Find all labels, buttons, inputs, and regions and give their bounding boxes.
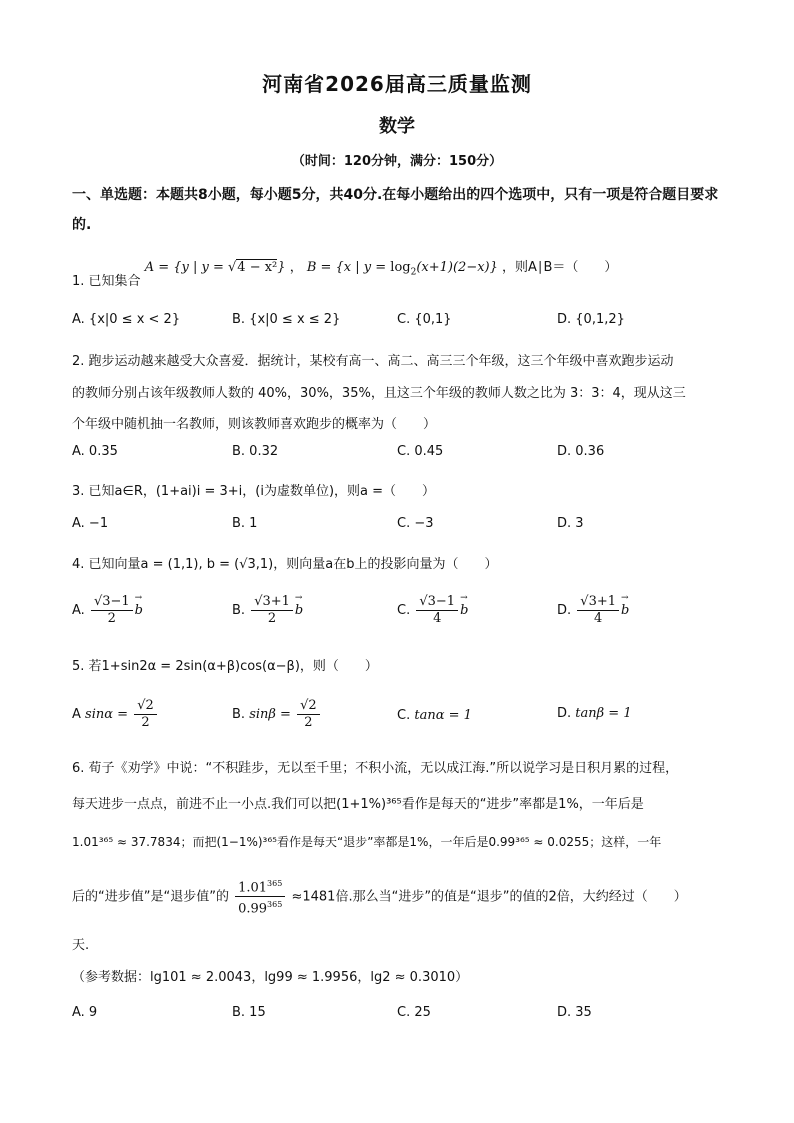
question-5-option-b[interactable]: B. sinβ = $\frac{√2}{2}$ xyxy=(232,698,322,731)
question-5-option-c-label: C. xyxy=(397,708,411,723)
question-1-suffix: ，则A∣B＝（ ） xyxy=(502,260,618,275)
question-1-stem: 1. 已知集合 A = {y | y = √4 − x²} ， B = {x | $y = \log_2(x+1)(2-x)$} ，则A∣B＝（ ） xyxy=(72,260,618,289)
question-1-option-a[interactable]: A. {x|0 ≤ x < 2} xyxy=(72,312,181,327)
question-6-option-c[interactable]: C. 25 xyxy=(397,1005,431,1020)
question-5-option-a[interactable]: A sinα = $\frac{√2}{2}$ xyxy=(72,698,159,731)
question-5-option-b-label: B. xyxy=(232,707,246,722)
question-6-line-3: 1.01³⁶⁵ ≈ 37.7834；而把(1−1%)³⁶⁵看作是每天“退步”率都是1%，一年后是0.99³⁶⁵ ≈ 0.0255；这样，一年 xyxy=(72,835,662,849)
question-2-option-a[interactable]: A. 0.35 xyxy=(72,444,118,459)
question-6-ratio-fraction: $\frac{1.01^{365}}{0.99^{365}}$ xyxy=(235,876,285,918)
question-2-option-d[interactable]: D. 0.36 xyxy=(557,444,605,459)
question-6-line-2: 每天进步一点点，前进不止一小点.我们可以把(1+1%)³⁶⁵看作是每天的“进步”率都是1%，一年后是 xyxy=(72,797,644,812)
question-3-option-b[interactable]: B. 1 xyxy=(232,516,258,531)
question-4-option-d[interactable]: D. $\frac{√3+1}{4}$ → b xyxy=(557,594,629,627)
question-6-option-a[interactable]: A. 9 xyxy=(72,1005,98,1020)
question-3-stem: 3. 已知a∈R，(1+ai)i = 3+i，(i为虚数单位)，则a =（ ） xyxy=(72,484,436,499)
question-6-line-4-suffix: ≈1481倍.那么当“进步”的值是“退步”的值的2倍，大约经过（ ） xyxy=(291,889,687,905)
question-1-set-b: B = {x | $y = \log_2(x+1)(2-x)$} xyxy=(306,260,498,278)
question-1-option-c[interactable]: C. {0,1} xyxy=(397,312,452,327)
question-6-option-d[interactable]: D. 35 xyxy=(557,1005,592,1020)
question-2-line-1: 2. 跑步运动越来越受大众喜爱．据统计，某校有高一、高二、高三三个年级，这三个年级中喜欢跑步运动 xyxy=(72,354,674,369)
question-5-option-d-label: D. xyxy=(557,706,572,721)
question-6-reference-data: （参考数据：lg101 ≈ 2.0043，lg99 ≈ 1.9956，lg2 ≈ 0.3010） xyxy=(72,970,469,985)
section-heading: 一、单选题：本题共8小题，每小题5分，共40分.在每小题给出的四个选项中，只有一项是符合题目要求的. xyxy=(72,187,719,233)
question-5-option-d[interactable]: D. tanβ = 1 xyxy=(557,706,632,721)
question-6-line-4 xyxy=(72,876,732,918)
exam-title: 河南省2026届高三质量监测 xyxy=(262,72,532,96)
question-1-option-d[interactable]: D. {0,1,2} xyxy=(557,312,625,327)
question-6-line-1: 6. 荀子《劝学》中说：“不积跬步，无以至千里；不积小流，无以成江海.”所以说学习是日积月累的过程， xyxy=(72,761,679,776)
question-4-option-c-label: C. xyxy=(397,603,411,618)
question-1-set-a: A = {y | y = √4 − x²} xyxy=(144,260,286,275)
question-5-option-a-label: A xyxy=(72,707,81,722)
question-4-option-c[interactable]: C. $\frac{√3-1}{4}$ → b xyxy=(397,594,468,627)
question-2-option-b[interactable]: B. 0.32 xyxy=(232,444,279,459)
question-3-option-a[interactable]: A. −1 xyxy=(72,516,109,531)
question-2-option-c[interactable]: C. 0.45 xyxy=(397,444,444,459)
question-4-option-d-label: D. xyxy=(557,603,572,618)
question-4-option-b[interactable]: B. $\frac{√3+1}{2}$ → b xyxy=(232,594,303,627)
question-1-prefix: 1. 已知集合 xyxy=(72,274,141,289)
question-1-option-b[interactable]: B. {x|0 ≤ x ≤ 2} xyxy=(232,312,341,327)
exam-subject: 数学 xyxy=(379,116,415,137)
question-2-line-3: 个年级中随机抽一名教师，则该教师喜欢跑步的概率为（ ） xyxy=(72,417,437,432)
question-6-line-4-prefix: 后的“进步值”是“退步值”的 xyxy=(72,889,229,905)
question-4-stem: 4. 已知向量a = (1,1), b = (√3,1)，则向量a在b上的投影向量为（ ） xyxy=(72,557,498,572)
question-4-option-a[interactable]: A. $\frac{√3-1}{2}$ → b xyxy=(72,594,143,627)
question-5-option-c[interactable]: C. tanα = 1 xyxy=(397,708,472,723)
question-2-line-2: 的教师分别占该年级教师人数的 40%，30%，35%，且这三个年级的教师人数之比为 3：3：4，现从这三 xyxy=(72,386,686,401)
question-6-option-b[interactable]: B. 15 xyxy=(232,1005,266,1020)
question-4-option-b-label: B. xyxy=(232,603,246,618)
question-6-line-5: 天. xyxy=(72,938,90,953)
question-3-option-c[interactable]: C. −3 xyxy=(397,516,434,531)
question-4-option-a-label: A. xyxy=(72,603,85,618)
question-3-option-d[interactable]: D. 3 xyxy=(557,516,584,531)
exam-time-info: （时间：120分钟，满分：150分） xyxy=(291,154,503,169)
question-5-stem: 5. 若1+sin2α = 2sin(α+β)cos(α−β)，则（ ） xyxy=(72,659,378,674)
